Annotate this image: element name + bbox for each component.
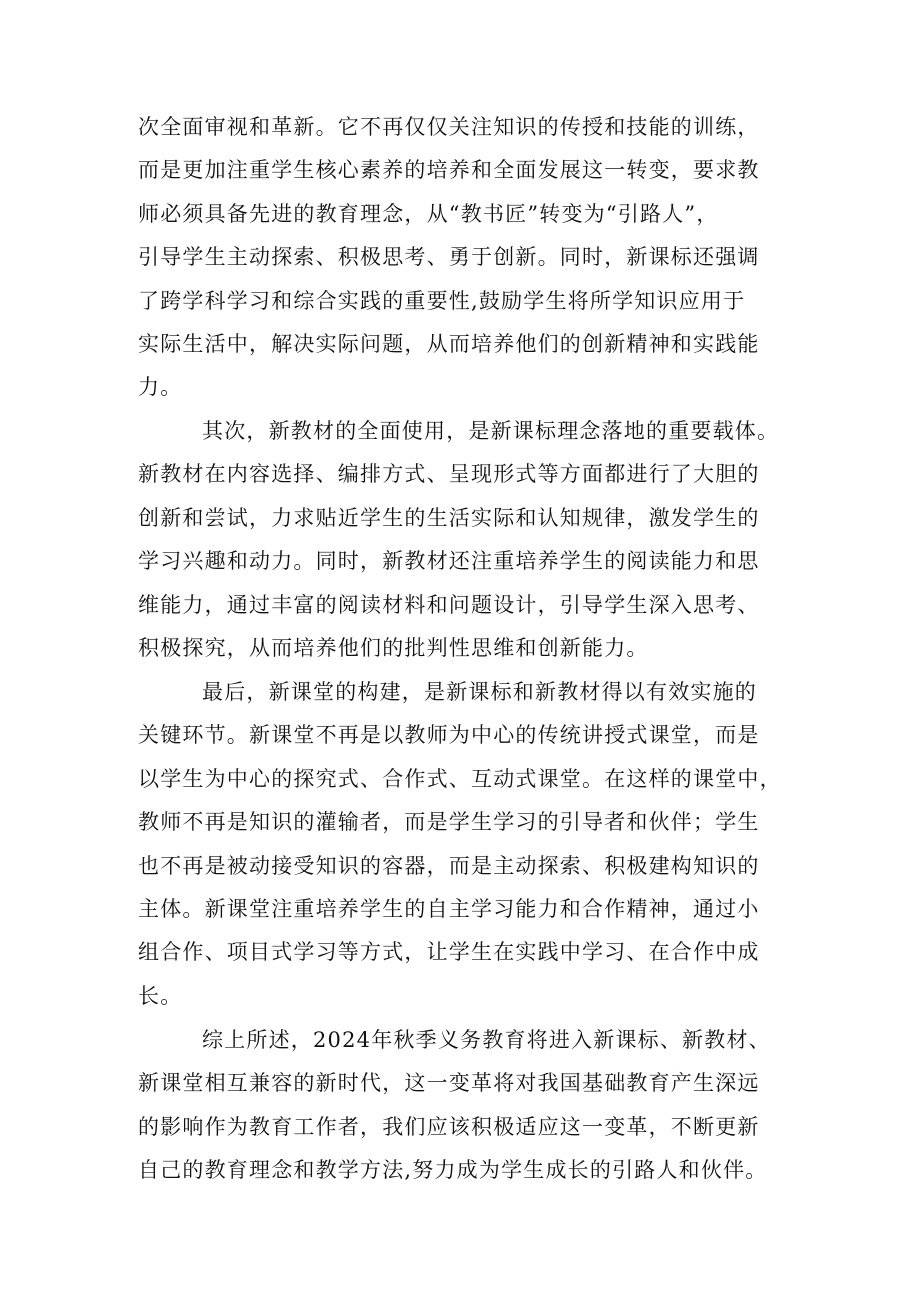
text-line: 也不再是被动接受知识的容器，而是主动探索、积极建构知识的 xyxy=(138,853,760,878)
text-line: 以学生为中心的探究式、合作式、互动式课堂。在这样的课堂中， xyxy=(138,766,782,791)
text-line: 实际生活中，解决实际问题，从而培养他们的创新精神和实践能 xyxy=(138,331,760,356)
text-line: 其次，新教材的全面使用，是新课标理念落地的重要载体。 xyxy=(202,419,780,443)
text-line: 了跨学科学习和综合实践的重要性,鼓励学生将所学知识应用于 xyxy=(138,288,746,313)
text-line: 而是更加注重学生核心素养的培养和全面发展这一转变，要求教 xyxy=(138,158,760,183)
paragraph-3 xyxy=(138,671,788,1018)
text-line: 创新和尝试，力求贴近学生的生活实际和认知规律，激发学生的 xyxy=(138,505,760,530)
text-line: 力。 xyxy=(138,375,183,400)
text-line: 的影响作为教育工作者，我们应该积极适应这一变革，不断更新 xyxy=(138,1114,760,1139)
text-line: 教师不再是知识的灌输者，而是学生学习的引导者和伙伴；学生 xyxy=(138,810,760,835)
paragraph-4 xyxy=(138,1019,788,1193)
text-line: 综上所述，2024年秋季义务教育将进入新课标、新教材、 xyxy=(202,1028,771,1052)
text-line: 师必须具备先进的教育理念，从“教书匠”转变为“引路人”， xyxy=(138,201,719,226)
text-line: 最后，新课堂的构建，是新课标和新教材得以有效实施的 xyxy=(202,680,757,704)
text-line: 组合作、项目式学习等方式，让学生在实践中学习、在合作中成 xyxy=(138,940,760,965)
text-line: 新教材在内容选择、编排方式、呈现形式等方面都进行了大胆的 xyxy=(138,462,760,487)
paragraph-1 xyxy=(138,106,788,410)
text-line: 关键环节。新课堂不再是以教师为中心的传统讲授式课堂，而是 xyxy=(138,723,760,748)
paragraph-2 xyxy=(138,410,788,670)
text-line: 新课堂相互兼容的新时代，这一变革将对我国基础教育产生深远 xyxy=(138,1071,760,1096)
text-line: 积极探究，从而培养他们的批判性思维和创新能力。 xyxy=(138,635,649,660)
text-line: 引导学生主动探索、积极思考、勇于创新。同时，新课标还强调 xyxy=(138,245,760,270)
text-line: 主体。新课堂注重培养学生的自主学习能力和合作精神，通过小 xyxy=(138,896,760,921)
text-line: 长。 xyxy=(138,983,183,1008)
text-line: 维能力，通过丰富的阅读材料和问题设计，引导学生深入思考、 xyxy=(138,592,760,617)
text-line: 次全面审视和革新。它不再仅仅关注知识的传授和技能的训练， xyxy=(138,115,760,139)
text-line: 自己的教育理念和教学方法,努力成为学生成长的引路人和伙伴。 xyxy=(138,1158,768,1183)
text-line: 学习兴趣和动力。同时，新教材还注重培养学生的阅读能力和思 xyxy=(138,549,760,574)
